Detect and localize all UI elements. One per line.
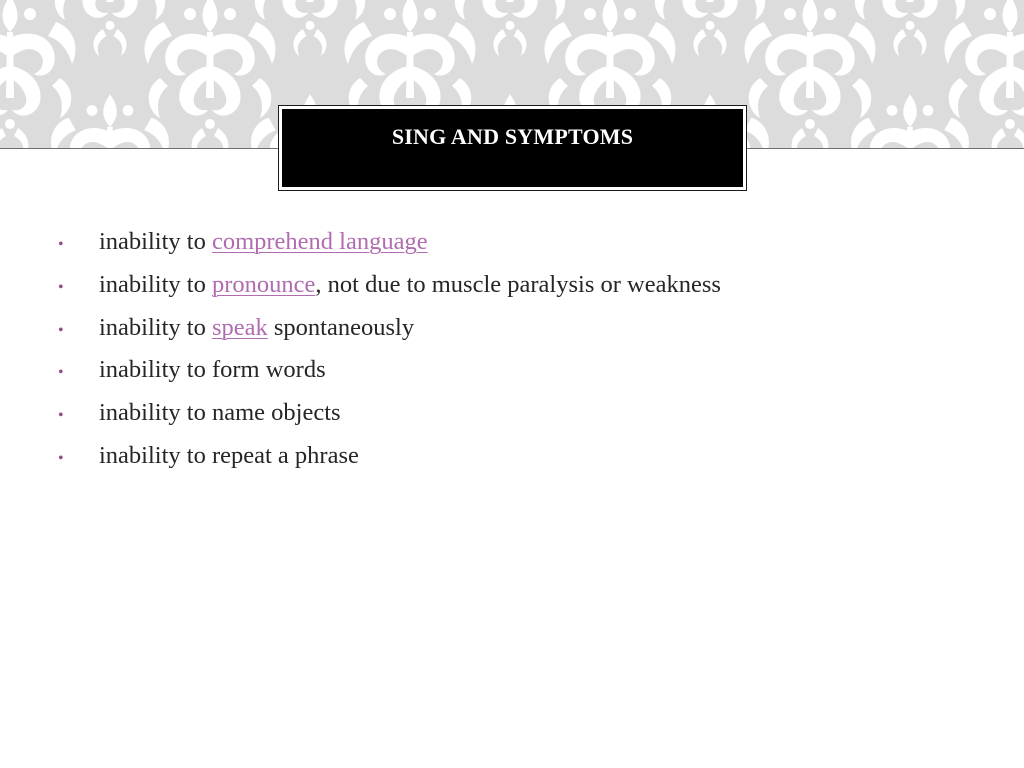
pronounce-link[interactable]: pronounce <box>211 270 316 298</box>
bullet-text <box>99 228 428 256</box>
speak-link[interactable]: speak <box>211 313 268 341</box>
list-item <box>58 314 721 357</box>
list-item <box>58 228 721 271</box>
slide-title: SING AND SYMPTOMS <box>391 124 634 149</box>
list-item <box>58 356 721 399</box>
bullet-prefix: inability to <box>99 313 212 341</box>
title-frame <box>278 105 747 191</box>
list-item <box>58 442 721 485</box>
bullet-suffix: , not due to muscle paralysis or weakness <box>315 270 721 298</box>
bullet-dot-icon: • <box>58 407 64 425</box>
bullet-prefix: inability to <box>99 228 212 255</box>
bullet-suffix: spontaneously <box>267 313 415 341</box>
bullet-text: inability to name objects <box>99 399 341 427</box>
comprehend-language-link[interactable]: comprehend language <box>211 228 428 255</box>
bullet-dot-icon: • <box>58 449 64 467</box>
bullet-text: inability to form words <box>99 356 326 384</box>
bullet-dot-icon: • <box>58 364 64 382</box>
bullet-text <box>99 314 414 342</box>
title-box <box>282 109 743 187</box>
bullet-dot-icon: • <box>58 278 64 296</box>
bullet-text <box>99 271 721 299</box>
bullet-dot-icon: • <box>58 321 64 339</box>
bullet-text: inability to repeat a phrase <box>99 441 359 469</box>
list-item <box>58 399 721 442</box>
list-item <box>58 271 721 314</box>
bullet-list <box>58 228 721 485</box>
bullet-prefix: inability to <box>99 270 212 298</box>
bullet-dot-icon: • <box>58 236 64 253</box>
